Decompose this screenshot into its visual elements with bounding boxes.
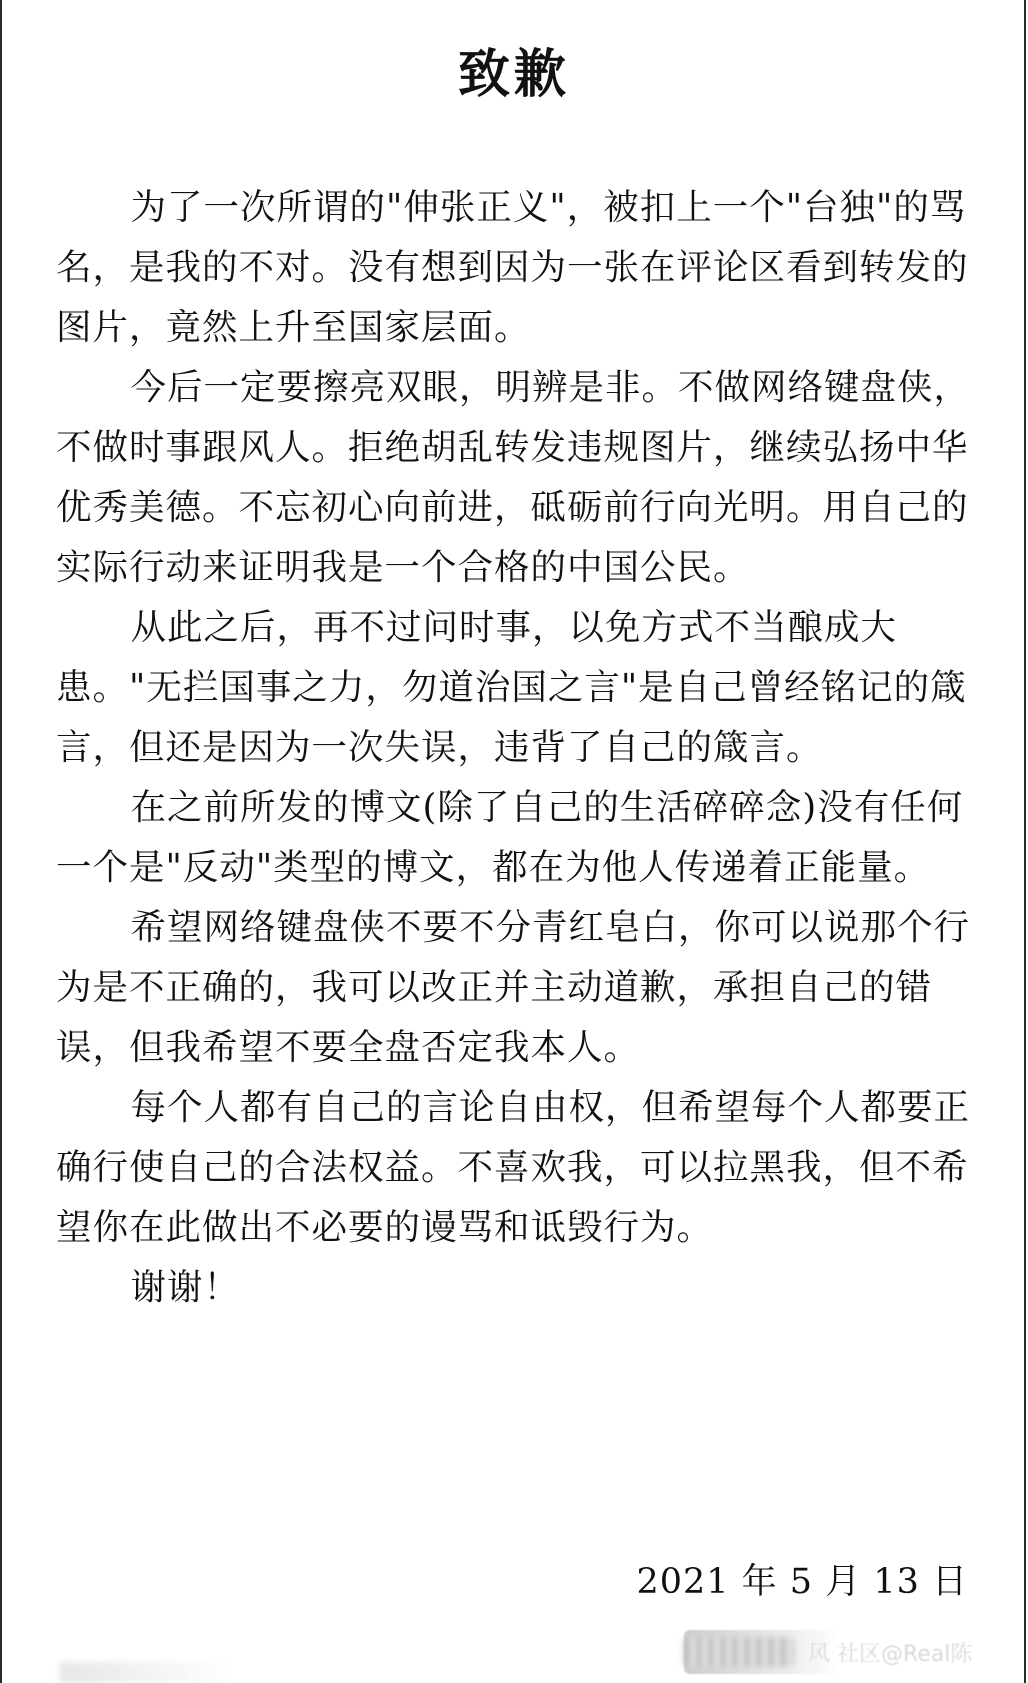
document-body (56, 178, 976, 1318)
blurred-corner-mark (60, 1662, 230, 1683)
watermark-text: 风 社区@Real陈 (808, 1641, 973, 1667)
paragraph-4: 在之前所发的博文(除了自己的生活碎碎念)没有任何一个是"反动"类型的博文，都在为他人传递着正能量。 (56, 787, 964, 888)
paragraph-5: 希望网络键盘侠不要不分青红皂白，你可以说那个行为是不正确的，我可以改正并主动道歉，承担自己的错误，但我希望不要全盘否定我本人。 (56, 907, 971, 1068)
blurred-logo-icon (684, 1637, 794, 1667)
paragraph-thanks: 谢谢！ (130, 1267, 241, 1308)
paragraph-1: 为了一次所谓的"伸张正义"，被扣上一个"台独"的骂名，是我的不对。没有想到因为一张在评论区看到转发的图片，竟然上升至国家层面。 (56, 187, 969, 348)
document-date: 2021 年 5 月 13 日 (636, 1562, 968, 1602)
document-title: 致歉 (457, 45, 570, 105)
watermark (684, 1630, 1028, 1674)
paragraph-6: 每个人都有自己的言论自由权，但希望每个人都要正确行使自己的合法权益。不喜欢我，可以拉黑我，但不希望你在此做出不必要的谩骂和诋毁行为。 (56, 1087, 971, 1248)
paragraph-2: 今后一定要擦亮双眼，明辨是非。不做网络键盘侠，不做时事跟风人。拒绝胡乱转发违规图片，继续弘扬中华优秀美德。不忘初心向前进，砥砺前行向光明。用自己的实际行动来证明我是一个合格的中国公民。 (56, 367, 971, 588)
paragraph-3: 从此之后，再不过问时事，以免方式不当酿成大患。"无拦国事之力，勿道治国之言"是自己曾经铭记的箴言，但还是因为一次失误，违背了自己的箴言。 (56, 607, 967, 768)
